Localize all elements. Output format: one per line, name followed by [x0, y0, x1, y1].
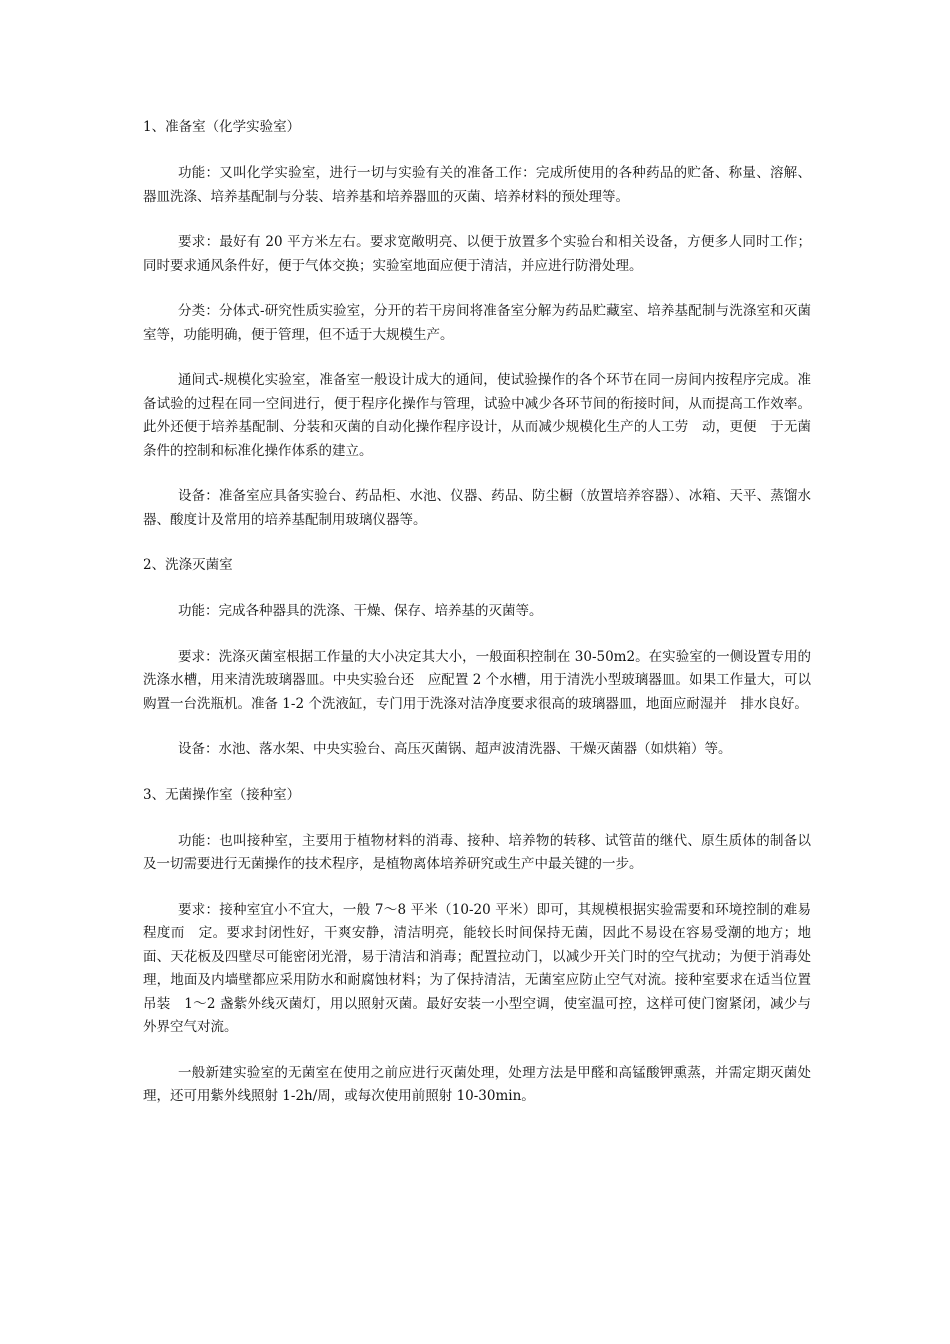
paragraph-requirements: 要求：最好有 20 平方米左右。要求宽敞明亮、以便于放置多个实验台和相关设备，方便多人同时工作；同时要求通风条件好，便于气体交换；实验室地面应便于清洁，并应进行防滑处理。	[143, 234, 811, 274]
section-preparation-room	[143, 116, 811, 532]
paragraph-function: 功能：也叫接种室，主要用于植物材料的消毒、接种、培养物的转移、试管苗的继代、原生质体的制备以及一切需要进行无菌操作的技术程序，是植物离体培养研究或生产中最关键的一步。	[143, 832, 811, 872]
paragraph-open-plan: 通间式-规模化实验室，准备室一般设计成大的通间，使试验操作的各个环节在同一房间内按程序完成。准备试验的过程在同一空间进行，便于程序化操作与管理，试验中减少各环节间的衔接时间，从而提高工作效率。此外还便于培养基配制、分装和灭菌的自动化操作程序设计，从而减少规模化生产的人工劳 动，更便 于无菌条件的控制和标准化操作体系的建立。	[143, 372, 811, 459]
paragraph-requirements: 要求：洗涤灭菌室根据工作量的大小决定其大小，一般面积控制在 30-50m2。在实验室的一侧设置专用的洗涤水槽，用来清洗玻璃器皿。中央实验台还 应配置 2 个水槽，用于清洗小型玻璃器皿。如果工作量大，可以购置一台洗瓶机。准备 1-2 个洗液缸，专门用于洗涤对洁净度要求很高的玻璃器皿，地面应耐湿并 排水良好。	[143, 648, 811, 712]
paragraph-equipment: 设备：水池、落水架、中央实验台、高压灭菌锅、超声波清洗器、干燥灭菌器（如烘箱）等。	[178, 741, 732, 757]
paragraph-classification: 分类：分体式-研究性质实验室，分开的若干房间将准备室分解为药品贮藏室、培养基配制与洗涤室和灭菌室等，功能明确，便于管理，但不适于大规模生产。	[143, 303, 811, 343]
section-aseptic-room	[143, 784, 811, 1109]
paragraph-sterilization: 一般新建实验室的无菌室在使用之前应进行灭菌处理，处理方法是甲醛和高锰酸钾熏蒸，并需定期灭菌处理，还可用紫外线照射 1-2h/周，或每次使用前照射 10-30min。	[143, 1064, 811, 1104]
paragraph-equipment: 设备：准备室应具备实验台、药品柜、水池、仪器、药品、防尘橱（放置培养容器）、冰箱、天平、蒸馏水器、酸度计及常用的培养基配制用玻璃仪器等。	[143, 488, 811, 528]
section-heading: 3、无菌操作室（接种室）	[143, 786, 301, 803]
paragraph-function: 功能：又叫化学实验室，进行一切与实验有关的准备工作：完成所使用的各种药品的贮备、称量、溶解、器皿洗涤、培养基配制与分装、培养基和培养器皿的灭菌、培养材料的预处理等。	[143, 165, 811, 205]
section-heading: 1、准备室（化学实验室）	[143, 119, 301, 135]
section-heading: 2、洗涤灭菌室	[143, 557, 233, 573]
paragraph-function: 功能：完成各种器具的洗涤、干燥、保存、培养基的灭菌等。	[178, 603, 543, 619]
paragraph-requirements: 要求：接种室宜小不宜大，一般 7～8 平米（10-20 平米）即可，其规模根据实验需要和环境控制的难易程度而 定。要求封闭性好，干爽安静，清洁明亮，能较长时间保持无菌，因此不易设在容易受潮的地方；地面、天花板及四壁尽可能密闭光滑，易于清洁和消毒；配置拉动门，以减少开关门时的空气扰动；为便于消毒处理，地面及内墙壁都应采用防水和耐腐蚀材料；为了保持清洁，无菌室应防止空气对流。接种室要求在适当位置吊装 1～2 盏紫外线灭菌灯，用以照射灭菌。最好安装一小型空调，使室温可控，这样可使门窗紧闭，减少与外界空气对流。	[143, 901, 811, 1035]
section-washing-sterilization-room	[143, 554, 811, 762]
document-body	[143, 116, 811, 1131]
